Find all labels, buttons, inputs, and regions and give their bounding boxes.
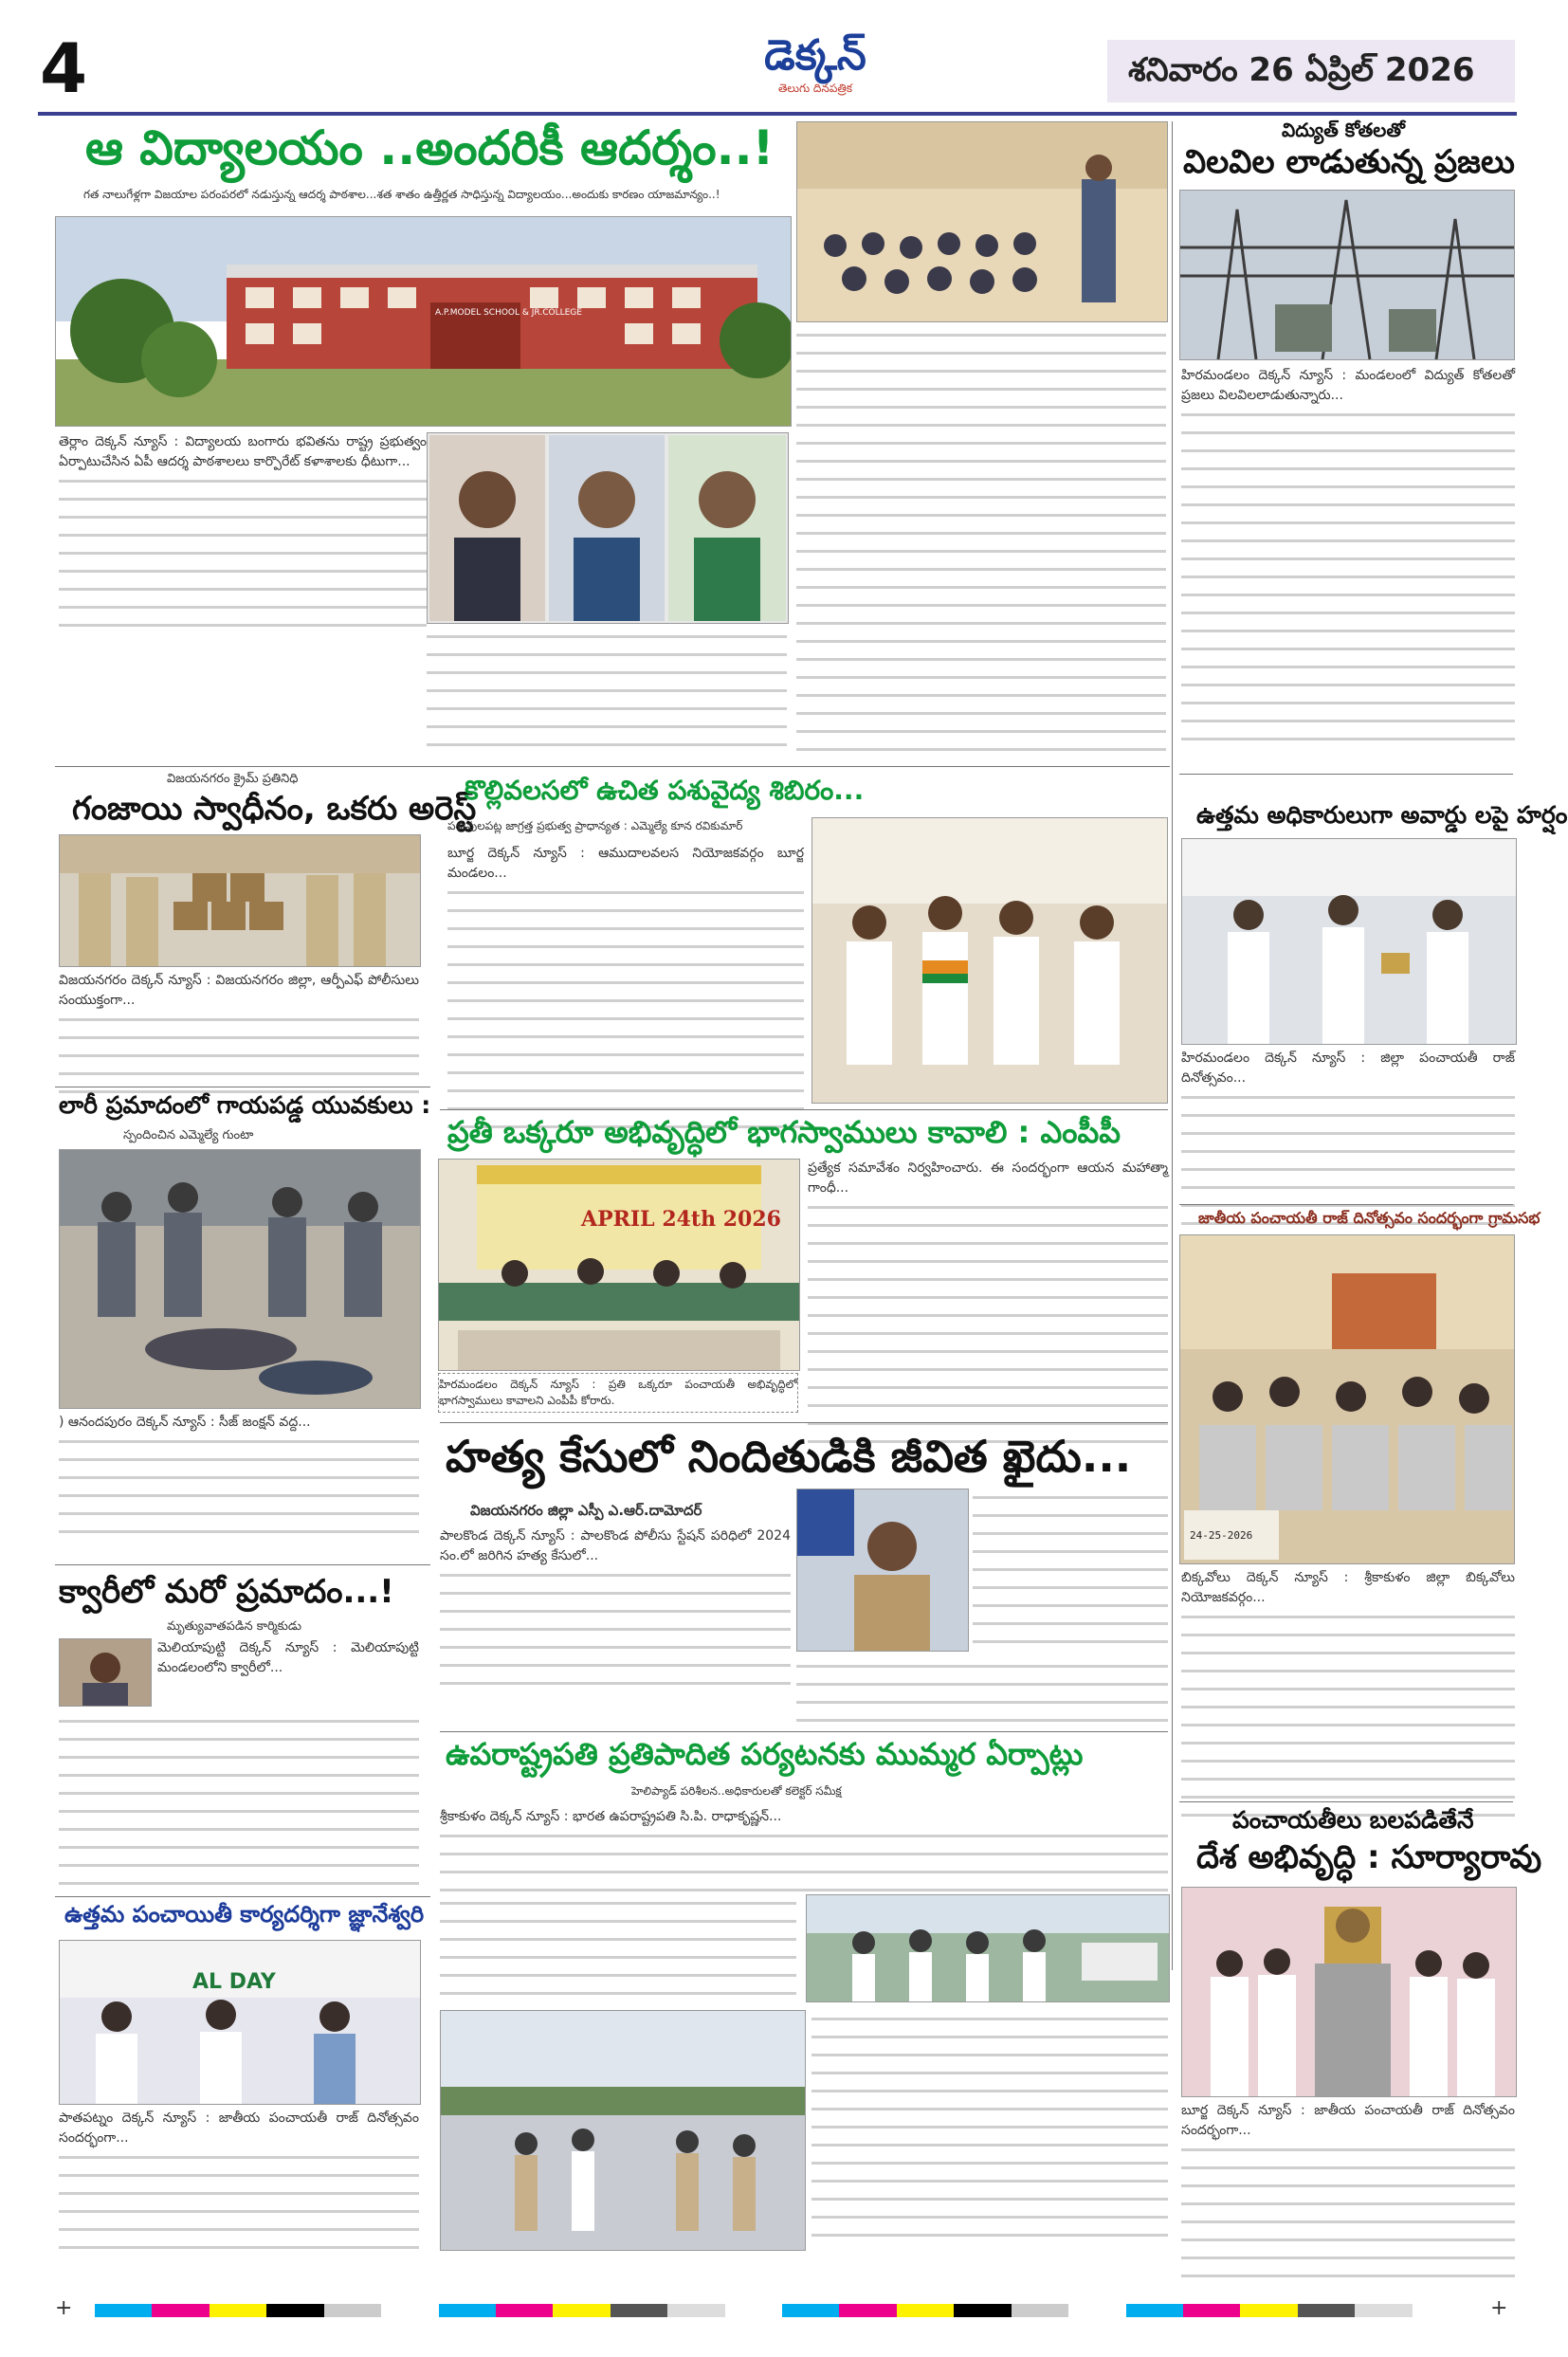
quarry-text-start: మెలియాపుట్టి దెక్కన్ న్యూస్ : మెలియాపుట్టి మండలంలోని క్వారీలో... xyxy=(157,1640,419,1675)
section-rule-3 xyxy=(440,1109,1168,1110)
lead-text-col3 xyxy=(796,326,1166,755)
vp-text-col2 xyxy=(811,2010,1168,2249)
awards-text-start: హిరమండలం దెక్కన్ న్యూస్ : జిల్లా పంచాయతీ రాజ్ దినోత్సవం... xyxy=(1181,1051,1515,1086)
quarry-text xyxy=(157,1638,419,1678)
vp-text xyxy=(440,1807,1168,1893)
ganja-headline: గంజాయి స్వాధీనం, ఒకరు అరెస్ట్ xyxy=(72,790,477,828)
murder-subline: విజయనగరం జిల్లా ఎస్పీ ఎ.ఆర్.దామోదర్ xyxy=(470,1502,702,1519)
ganja-text xyxy=(59,971,419,1102)
mpp-text xyxy=(808,1159,1168,1443)
murder-text-col2 xyxy=(973,1489,1168,1650)
awards-headline: ఉత్తమ అధికారులుగా అవార్డు లపై హర్షం xyxy=(1196,801,1568,829)
ganja-kicker: విజయనగరం క్రైమ్ ప్రతినిధి xyxy=(167,772,299,786)
camp-photo xyxy=(811,817,1168,1104)
section-rule-4 xyxy=(440,1422,1168,1423)
surya-photo xyxy=(1181,1887,1517,2097)
masthead-logo xyxy=(749,30,882,106)
gramasabha-text xyxy=(1181,1568,1515,1826)
ganja-photo xyxy=(59,834,421,967)
panchayat-text-lines xyxy=(59,2148,419,2262)
page-number: 4 xyxy=(40,28,88,108)
logo-tagline: తెలుగు దినపత్రిక xyxy=(777,82,853,95)
surya-text xyxy=(1181,2101,1515,2283)
surya-headline-line2: దేశ అభివృద్ధి : సూర్యారావు xyxy=(1196,1838,1542,1876)
section-rule-6 xyxy=(440,1731,1168,1732)
lead-text-col1 xyxy=(59,432,427,635)
lead-text-col2 xyxy=(427,628,787,755)
classroom-photo xyxy=(796,121,1168,322)
section-rule-7 xyxy=(55,1896,430,1897)
power-kicker: విద్యుత్ కోతలతో xyxy=(1282,119,1405,141)
quarry-headline: క్వారీలో మరో ప్రమాదం...! xyxy=(59,1573,394,1611)
camp-headline: కొల్లివలసలో ఉచిత పశువైద్య శిబిరం... xyxy=(465,775,865,806)
lead-headline: ఆ విద్యాలయం ..అందరికీ ఆదర్శం..! xyxy=(85,120,775,175)
issue-date: శనివారం 26 ఏప్రిల్ 2026 xyxy=(1128,51,1475,89)
murder-text-col3 xyxy=(796,1657,1168,1726)
mpp-text-start: ప్రత్యేక సమావేశం నిర్వహించారు. ఈ సందర్భంగా ఆయన మహాత్మా గాంధీ... xyxy=(808,1160,1168,1196)
lead-text-lines xyxy=(59,472,427,635)
mpp-photo xyxy=(438,1159,800,1371)
lead-text-start: తెర్లాం దెక్కన్ న్యూస్ : విద్యాలయ బంగారు భవితను రాష్ట్ర ప్రభుత్వం ఏర్పాటుచేసిన ఏపీ ఆదర్శ పాఠశాలలు కార్పొరేట్ కళాశాలకు ధీటుగా... xyxy=(59,434,427,469)
quarry-subline: మృత్యువాతపడిన కార్మికుడు xyxy=(167,1619,301,1634)
section-rule-right-3 xyxy=(1179,1801,1513,1802)
accident-photo xyxy=(59,1149,421,1409)
vp-helipad-photo xyxy=(440,2010,806,2251)
vp-subline: హెలిప్యాడ్ పరిశీలన..అధికారులతో కలెక్టర్ సమీక్ష xyxy=(631,1784,842,1798)
vp-headline: ఉపరాష్ట్రపతి ప్రతిపాదిత పర్యటనకు ముమ్మర ఏర్పాట్లు xyxy=(446,1736,1084,1772)
school-sign: A.P.MODEL SCHOOL & JR.COLLEGE xyxy=(435,308,582,318)
awards-photo xyxy=(1181,838,1517,1045)
lead-subline: గత నాలుగేళ్లగా విజయాల పరంపరలో నడుస్తున్న ఆదర్శ పాఠశాల...శత శాతం ఉత్తీర్ణత సాధిస్తున్న విద్యాలయం...అందుకు కారణం యాజమాన్యం..! xyxy=(83,188,720,201)
crop-mark-left: + xyxy=(55,2296,73,2320)
header-rule xyxy=(38,112,1517,116)
mpp-caption-text: హిరమండలం దెక్కన్ న్యూస్ : ప్రతి ఒక్కరూ పంచాయతీ అభివృద్ధిలో భాగస్వాములు కావాలని ఎంపీపీ కోరారు. xyxy=(439,1378,797,1407)
power-text-lines xyxy=(1181,406,1515,747)
ganja-text-lines xyxy=(59,1011,419,1102)
toppers-photos xyxy=(427,432,789,624)
victim-photo xyxy=(59,1638,152,1707)
camp-text xyxy=(447,844,804,1140)
vp-text-col1 xyxy=(440,1894,796,2001)
substation-photo xyxy=(1179,190,1515,360)
section-rule-5 xyxy=(55,1564,430,1565)
section-rule-right-1 xyxy=(1179,774,1513,775)
crop-mark-right: + xyxy=(1490,2296,1508,2320)
vp-text-start: శ్రీకాకుళం దెక్కన్ న్యూస్ : భారత ఉపరాష్ట్రపతి సి.పి. రాధాకృష్ణన్... xyxy=(440,1809,782,1824)
logo-text: డెక్కన్ xyxy=(764,31,866,80)
murder-text-lines xyxy=(440,1566,791,1697)
accident-text xyxy=(59,1413,419,1546)
school-photo xyxy=(55,216,792,427)
gramasabha-text-lines xyxy=(1181,1608,1515,1826)
accident-subline: స్పందించిన ఎమ్మెల్యే గుంటా xyxy=(123,1128,254,1142)
color-registration-bar xyxy=(95,2304,1469,2317)
section-rule-right-2 xyxy=(1179,1204,1513,1205)
mpp-text-lines xyxy=(808,1198,1168,1443)
surya-headline-line1: పంచాయతీలు బలపడితేనే xyxy=(1232,1806,1474,1834)
mpp-headline: ప్రతీ ఒక్కరూ అభివృద్ధిలో భాగస్వాములు కావాలి : ఎంపీపీ xyxy=(447,1114,1121,1150)
quarry-text-lines xyxy=(59,1712,419,1887)
sp-photo xyxy=(796,1489,969,1652)
panchayat-text-start: పాతపట్నం దెక్కన్ న్యూస్ : జాతీయ పంచాయతీ రాజ్ దినోత్సవం సందర్భంగా... xyxy=(59,2110,419,2146)
ganja-text-start: విజయనగరం దెక్కన్ న్యూస్ : విజయనగరం జిల్లా, ఆర్పీఎఫ్ పోలీసులు సంయుక్తంగా... xyxy=(59,973,419,1008)
panchayat-photo xyxy=(59,1940,421,2105)
column-rule-right xyxy=(1172,121,1173,1970)
accident-text-start: ) ఆనందపురం దెక్కన్ న్యూస్ : సీజ్ జంక్షన్ వద్ద... xyxy=(59,1415,311,1430)
murder-headline: హత్య కేసులో నిందితుడికి జీవిత ఖైదు... xyxy=(446,1431,1132,1482)
vp-officials-photo xyxy=(806,1894,1170,2002)
gramasabha-text-start: బిక్కవోలు దెక్కన్ న్యూస్ : శ్రీకాకుళం జిల్లా బిక్కవోలు నియోజకవర్గం... xyxy=(1181,1570,1515,1605)
accident-text-lines xyxy=(59,1433,419,1546)
section-rule-1 xyxy=(55,766,1170,767)
gramasabha-photo xyxy=(1179,1234,1515,1564)
accident-headline: లారీ ప్రమాదంలో గాయపడ్డ యువకులు : xyxy=(59,1091,431,1119)
gramasabha-headline: జాతీయ పంచాయతీ రాజ్ దినోత్సవం సందర్భంగా గ్రామసభ xyxy=(1198,1209,1541,1227)
camp-text-lines xyxy=(447,884,804,1140)
power-text-start: హిరమండలం దెక్కన్ న్యూస్ : మండలంలో విద్యుత్ కోతలతో ప్రజలు విలవిలలాడుతున్నారు... xyxy=(1181,368,1515,403)
panchayat-headline: ఉత్తమ పంచాయితీ కార్యదర్శిగా జ్ఞానేశ్వరి xyxy=(64,1901,425,1928)
vp-text-lines xyxy=(440,1827,1168,1893)
camp-subline: పశువులపట్ల జాగ్రత్త ప్రభుత్వ ప్రాధాన్యత : ఎమ్మెల్యే కూన రవికుమార్ xyxy=(447,819,743,832)
power-text xyxy=(1181,366,1515,747)
mpp-banner-text: APRIL 24th 2026 xyxy=(581,1207,781,1232)
mpp-caption xyxy=(438,1373,798,1413)
camp-text-start: బూర్జ దెక్కన్ న్యూస్ : ఆముదాలవలస నియోజకవర్గం బూర్జ మండలం... xyxy=(447,846,804,881)
panchayat-banner-text: AL DAY xyxy=(192,1970,276,1994)
panchayat-text xyxy=(59,2109,419,2262)
surya-text-lines xyxy=(1181,2141,1515,2283)
gramasabha-stamp: 24-25-2026 xyxy=(1190,1529,1253,1542)
murder-text-start: పాలకొండ దెక్కన్ న్యూస్ : పాలకొండ పోలీసు స్టేషన్ పరిధిలో 2024 సం.లో జరిగిన హత్య కేసులో... xyxy=(440,1528,791,1563)
power-headline: విలవిల లాడుతున్న ప్రజలు xyxy=(1183,143,1515,181)
surya-text-start: బూర్జ దెక్కన్ న్యూస్ : జాతీయ పంచాయతీ రాజ్ దినోత్సవం సందర్భంగా... xyxy=(1181,2103,1515,2138)
murder-text xyxy=(440,1526,791,1697)
